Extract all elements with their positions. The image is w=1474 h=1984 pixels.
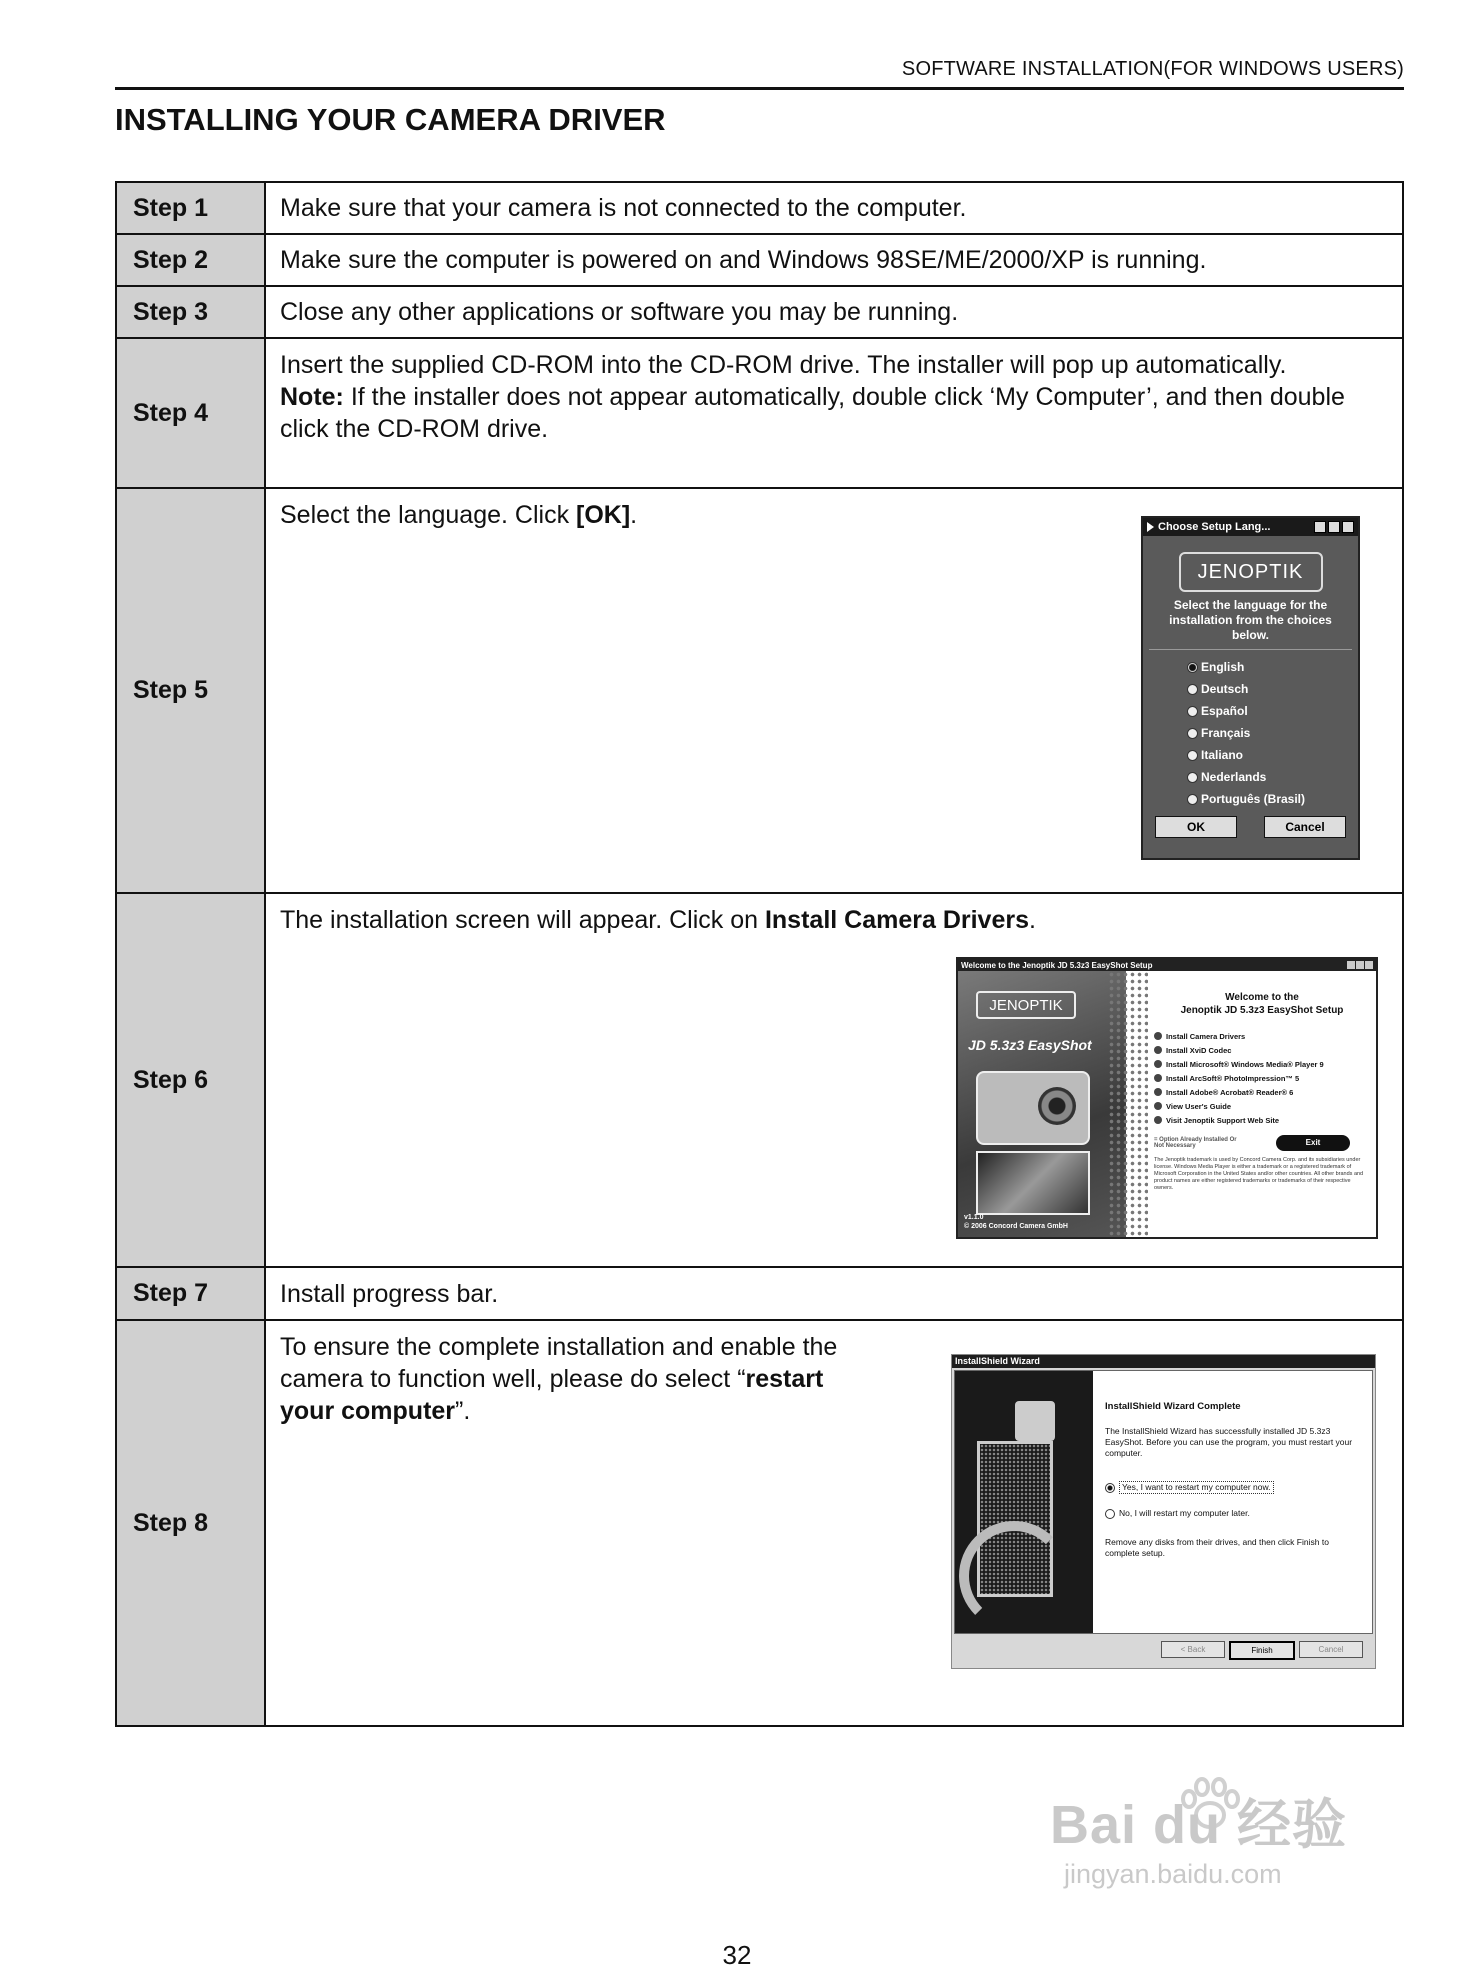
installshield-titlebar: InstallShield Wizard [952,1355,1375,1368]
item-label: Install XviD Codec [1166,1045,1232,1055]
cancel-button-image: Cancel [1264,816,1346,838]
divider [1149,649,1352,650]
window-controls [1314,521,1354,533]
exit-button-image: Exit [1276,1135,1350,1151]
language-option [1143,700,1358,722]
step-text-end: ”. [455,1397,471,1425]
item-label: Install ArcSoft® PhotoImpression™ 5 [1166,1073,1300,1083]
setup-item [1154,1099,1370,1113]
step-label: Step 8 [116,1320,265,1726]
step-text: To ensure the complete installation and enable the camera to function well, please do select “ [280,1333,838,1393]
language-dialog-screenshot [1141,516,1360,860]
installshield-buttons [1161,1641,1363,1660]
header-rule [115,87,1404,90]
welcome-line: Jenoptik JD 5.3z3 EasyShot Setup [1180,1005,1344,1016]
step-label: Step 1 [116,182,265,234]
bullet-icon [1154,1074,1162,1082]
setup-item [1154,1085,1370,1099]
radio-icon [1187,750,1198,761]
minimize-icon [1314,521,1326,533]
step-label: Step 4 [116,338,265,488]
setup-menu [1154,979,1370,1192]
close-icon [1342,521,1354,533]
baidu-watermark [1050,1782,1347,1890]
item-label: Visit Jenoptik Support Web Site [1166,1115,1280,1125]
item-label: Install Adobe® Acrobat® Reader® 6 [1166,1087,1294,1097]
setup-welcome [1154,991,1370,1017]
radio-icon [1187,772,1198,783]
setup-items [1154,1029,1370,1127]
jenoptik-logo: JENOPTIK [1179,552,1323,592]
installshield-footer-text: Remove any disks from their drives, and then click Finish to complete setup. [1105,1537,1329,1558]
installshield-art [955,1371,1093,1633]
version-info [964,1213,1068,1231]
option-label: English [1201,660,1245,674]
dot-pattern [1108,971,1148,1237]
legal-text: The Jenoptik trademark is used by Concord Camera Corp. and its subsidiaries under license. Windows Media Player is either a trademark or a registered trademark of Microsoft Corporation in the United States and/or other countries. All other brands and product names are either registered trademarks or trademarks of their respective owners. [1154,1157,1364,1191]
language-option [1143,744,1358,766]
step-text-end: . [630,501,638,529]
step-label: Step 2 [116,234,265,286]
setup-item [1154,1113,1370,1127]
back-button-image: < Back [1161,1641,1225,1658]
option-label: Français [1201,726,1251,740]
copyright: © 2006 Concord Camera GmbH [964,1223,1068,1230]
radio-selected-icon [1105,1483,1115,1493]
note-label: Note: [280,383,344,411]
option-label: Português (Brasil) [1201,792,1306,806]
sample-photo [976,1151,1090,1215]
step-label: Step 7 [116,1267,265,1320]
step-text: Install progress bar. [265,1267,1403,1320]
play-icon [1147,522,1154,532]
section-header: SOFTWARE INSTALLATION(FOR WINDOWS USERS) [901,58,1404,80]
finish-button-image: Finish [1229,1641,1295,1660]
setup-footer [1154,1135,1370,1151]
dialog-intro: Select the language for the installation from the choices below. [1169,598,1332,642]
step-text: Make sure that your camera is not connected to the computer. [265,182,1403,234]
bullet-icon [1154,1088,1162,1096]
step-label: Step 6 [116,893,265,1267]
jenoptik-logo: JENOPTIK [976,991,1076,1019]
installshield-content [954,1370,1373,1634]
setup-item [1154,1029,1370,1043]
camera-illustration [976,1071,1090,1145]
page-number: 32 [722,1940,752,1970]
maximize-icon [1356,961,1364,969]
bullet-icon [1154,1032,1162,1040]
radio-icon [1105,1509,1115,1519]
setup-art-panel [958,971,1126,1237]
language-option [1143,722,1358,744]
option-label: Yes, I want to restart my computer now. [1119,1481,1274,1494]
radio-icon [1187,706,1198,717]
setup-item [1154,1057,1370,1071]
package-icon [1015,1401,1055,1441]
step-text: Make sure the computer is powered on and Windows 98SE/ME/2000/XP is running. [265,234,1403,286]
language-option [1143,678,1358,700]
bullet-icon [1154,1046,1162,1054]
step-label: Step 3 [116,286,265,338]
step-text: The installation screen will appear. Click on [280,906,765,934]
item-label: View User's Guide [1166,1101,1232,1111]
step-label: Step 5 [116,488,265,893]
language-option [1143,766,1358,788]
minimize-icon [1347,961,1355,969]
window-controls [1347,961,1373,969]
bullet-icon [1154,1060,1162,1068]
install-drivers-reference: Install Camera Drivers [764,906,1029,934]
restart-yes-option [1105,1481,1362,1494]
step-text: Select the language. Click [280,501,577,529]
welcome-line: Welcome to the [1225,992,1299,1003]
ok-reference: [OK] [576,501,631,529]
installshield-text [1105,1401,1362,1559]
option-note: = Option Already Installed Or Not Necessary [1154,1137,1237,1149]
page-title: INSTALLING YOUR CAMERA DRIVER [115,102,666,137]
installshield-body: The InstallShield Wizard has successfully installed JD 5.3z3 EasyShot. Before you can use the program, you must restart your computer. [1105,1426,1353,1458]
setup-titlebar [958,959,1376,971]
maximize-icon [1328,521,1340,533]
step-body [265,338,1403,488]
bullet-icon [1154,1102,1162,1110]
option-label: Nederlands [1201,770,1267,784]
model-name: JD 5.3z3 EasyShot [968,1037,1092,1053]
arrow-arc [959,1521,1069,1631]
installshield-screenshot [951,1354,1376,1669]
item-label: Install Camera Drivers [1166,1031,1246,1041]
option-label: Deutsch [1201,682,1249,696]
language-option [1143,788,1358,810]
dialog-buttons [1143,810,1358,838]
watermark-url: jingyan.baidu.com [1064,1859,1282,1889]
radio-icon [1187,728,1198,739]
version: v1.1.0 [964,1214,984,1221]
dialog-titlebar [1143,518,1358,536]
restart-no-option [1105,1508,1362,1519]
setup-title: Welcome to the Jenoptik JD 5.3z3 EasyShot Setup [961,960,1153,970]
radio-icon [1187,684,1198,695]
step-text: Insert the supplied CD-ROM into the CD-ROM drive. The installer will pop up automatically. [280,351,1287,379]
item-label: Install Microsoft® Windows Media® Player 9 [1166,1059,1324,1069]
restart-reference: restart your computer [280,1365,824,1425]
setup-item [1154,1071,1370,1085]
cancel-button-image: Cancel [1299,1641,1363,1658]
option-label: No, I will restart my computer later. [1119,1508,1250,1518]
ok-button-image: OK [1155,816,1237,838]
installshield-heading: InstallShield Wizard Complete [1105,1401,1241,1412]
option-label: Italiano [1201,748,1244,762]
dialog-title: Choose Setup Lang... [1158,521,1271,533]
radio-icon [1187,794,1198,805]
note-text: If the installer does not appear automatically, double click ‘My Computer’, and then double click the CD-ROM drive. [280,383,1345,443]
radio-selected-icon [1187,662,1198,673]
option-label: Español [1201,704,1248,718]
step-text-end: . [1029,906,1036,934]
language-option [1143,656,1358,678]
close-icon [1365,961,1373,969]
setup-window-screenshot [956,957,1378,1239]
setup-item [1154,1043,1370,1057]
step-text: Close any other applications or software you may be running. [265,286,1403,338]
watermark-main: Bai du 经验 [1050,1795,1348,1855]
bullet-icon [1154,1116,1162,1124]
